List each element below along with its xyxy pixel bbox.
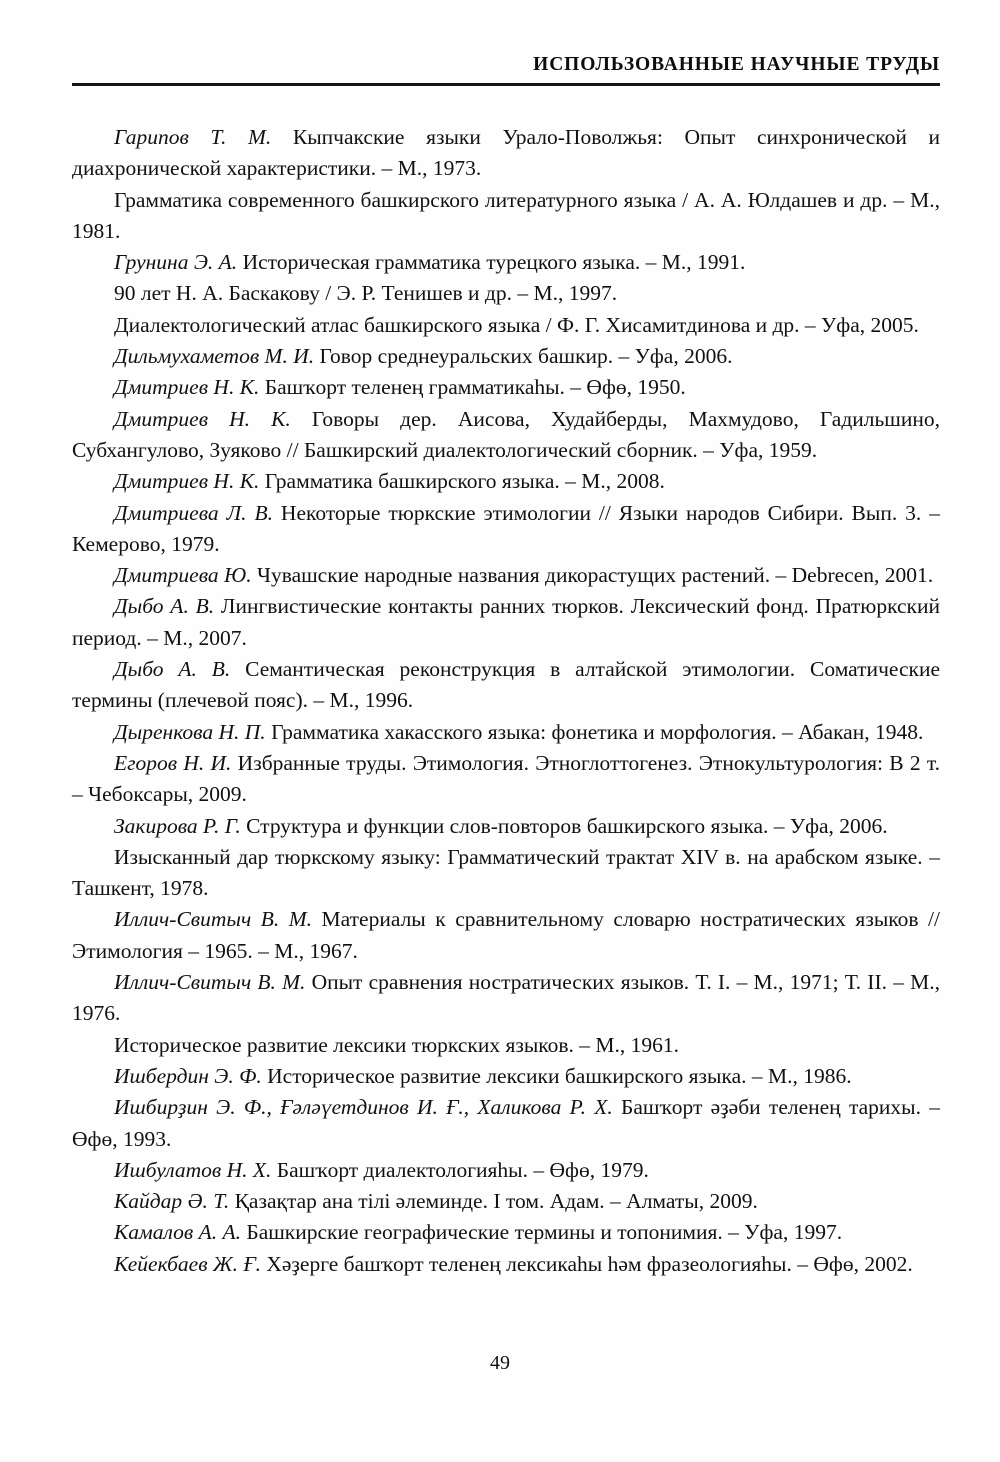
- bibliography-entry: [72, 591, 940, 654]
- entry-citation: Структура и функции слов-повторов башкирского языка. – Уфа, 2006.: [240, 813, 888, 838]
- entry-citation: Лингвистические контакты ранних тюрков. Лексический фонд. Пратюркский период. – М., 2007.: [72, 594, 940, 650]
- entry-author: Дмитриев Н. К.: [114, 469, 260, 494]
- entry-author: Иллич-Свитыч В. М.: [114, 907, 313, 932]
- entry-citation: Башҡорт әҙәби теленең тарихы. – Өфө, 1993.: [72, 1095, 940, 1151]
- bibliography-entry: [72, 904, 940, 967]
- entry-citation: Историческая грамматика турецкого языка. – М., 1991.: [237, 250, 746, 275]
- bibliography-entry: [72, 967, 940, 1030]
- entry-citation: Некоторые тюркские этимологии // Языки народов Сибири. Вып. 3. – Кемерово, 1979.: [72, 500, 940, 556]
- bibliography-entry: [72, 404, 940, 467]
- page-number: 49: [490, 1352, 510, 1374]
- entry-author: Дыренкова Н. П.: [114, 719, 266, 744]
- bibliography-entry: [72, 560, 940, 591]
- entry-author: Ишбулатов Н. Х.: [114, 1157, 272, 1182]
- entry-citation: Говор среднеуральских башкир. – Уфа, 2006.: [314, 344, 733, 369]
- running-head-title: ИСПОЛЬЗОВАННЫЕ НАУЧНЫЕ ТРУДЫ: [533, 54, 940, 75]
- entry-author: Ишбирҙин Э. Ф., Ғәләүетдинов И. Ғ., Халикова Р. Х.: [114, 1095, 613, 1120]
- entry-author: Егоров Н. И.: [114, 750, 232, 775]
- bibliography-entry: [72, 1092, 940, 1155]
- entry-author: Дыбо А. В.: [114, 594, 215, 619]
- entry-author: Закирова Р. Г.: [114, 813, 241, 838]
- entry-author: Грунина Э. А.: [114, 250, 238, 275]
- entry-citation: Грамматика современного башкирского литературного языка / А. А. Юлдашев и др. – М., 1981.: [72, 187, 940, 243]
- header-divider-rule: [72, 83, 940, 86]
- entry-citation: Диалектологический атлас башкирского языка / Ф. Г. Хисамитдинова и др. – Уфа, 2005.: [114, 312, 919, 337]
- entry-citation: Башҡорт теленең грамматикаһы. – Өфө, 1950.: [259, 375, 686, 400]
- bibliography-entry: [72, 1155, 940, 1186]
- bibliography-entry: [72, 498, 940, 561]
- entry-citation: Опыт сравнения ностратических языков. Т. I. – М., 1971; Т. II. – М., 1976.: [72, 970, 940, 1026]
- entry-author: Ишбердин Э. Ф.: [114, 1063, 262, 1088]
- entry-citation: Хәҙерге башҡорт теленең лексикаһы һәм фразеологияһы. – Өфө, 2002.: [260, 1251, 913, 1276]
- entry-citation: Кыпчакские языки Урало-Поволжья: Опыт синхронической и диахронической характеристики. – М., 1973.: [72, 125, 940, 181]
- entry-citation: Материалы к сравнительному словарю ностратических языков // Этимология – 1965. – М., 1967.: [72, 907, 940, 963]
- bibliography-entry: [72, 310, 940, 341]
- bibliography-entry: [72, 654, 940, 717]
- entry-author: Дмитриева Ю.: [114, 563, 252, 588]
- bibliography-entry: [72, 1030, 940, 1061]
- entry-citation: Қазақтар ана тілі әлеминде. I том. Адам. – Алматы, 2009.: [229, 1189, 758, 1214]
- entry-author: Дильмухаметов М. И.: [114, 344, 315, 369]
- bibliography-entry: [72, 748, 940, 811]
- bibliography-entry: [72, 122, 940, 185]
- entry-citation: Говоры дер. Аисова, Худайберды, Махмудово, Гадильшино, Субхангулово, Зуяково // Башкирский диалектологический сборник. – Уфа, 1959.: [72, 406, 941, 462]
- entry-citation: 90 лет Н. А. Баскакову / Э. Р. Тенишев и др. – М., 1997.: [114, 281, 618, 306]
- entry-author: Дмитриев Н. К.: [114, 406, 291, 431]
- entry-author: Кайдар Ә. Т.: [114, 1189, 230, 1214]
- entry-author: Дыбо А. В.: [114, 657, 231, 682]
- entry-citation: Грамматика башкирского языка. – М., 2008.: [259, 469, 665, 494]
- entry-citation: Чувашские народные названия дикорастущих растений. – Debrecen, 2001.: [251, 563, 934, 588]
- bibliography-entry: [72, 185, 940, 248]
- entry-author: Дмитриева Л. В.: [114, 500, 273, 525]
- bibliography-entry: [72, 1186, 940, 1217]
- bibliography-list: [72, 122, 940, 1280]
- entry-author: Иллич-Свитыч В. М.: [114, 970, 306, 995]
- bibliography-entry: [72, 1217, 940, 1248]
- page-header: [72, 54, 940, 86]
- entry-author: Дмитриев Н. К.: [114, 375, 260, 400]
- bibliography-entry: [72, 717, 940, 748]
- entry-author: Камалов А. А.: [114, 1220, 241, 1245]
- bibliography-entry: [72, 811, 940, 842]
- entry-citation: Изысканный дар тюркскому языку: Грамматический трактат XIV в. на арабском языке. – Ташкент, 1978.: [72, 844, 940, 901]
- entry-author: Кейекбаев Ж. Ғ.: [114, 1251, 261, 1276]
- bibliography-entry: [72, 1249, 940, 1280]
- entry-citation: Семантическая реконструкция в алтайской этимологии. Соматические термины (плечевой пояс). – М., 1996.: [72, 657, 940, 713]
- entry-citation: Историческое развитие лексики тюркских языков. – М., 1961.: [114, 1032, 680, 1057]
- bibliography-entry: [72, 247, 940, 278]
- entry-citation: Башкирские географические термины и топонимия. – Уфа, 1997.: [240, 1220, 843, 1245]
- bibliography-entry: [72, 1061, 940, 1092]
- entry-citation: Грамматика хакасского языка: фонетика и морфология. – Абакан, 1948.: [265, 719, 924, 744]
- bibliography-entry: [72, 842, 940, 905]
- entry-author: Гарипов Т. М.: [114, 125, 272, 149]
- bibliography-entry: [72, 466, 940, 497]
- entry-citation: Башҡорт диалектологияһы. – Өфө, 1979.: [271, 1157, 649, 1182]
- bibliography-entry: [72, 341, 940, 372]
- entry-citation: Историческое развитие лексики башкирского языка. – М., 1986.: [261, 1063, 852, 1088]
- entry-citation: Избранные труды. Этимология. Этноглоттогенез. Этнокультурология: В 2 т. – Чебоксары, 2009.: [72, 750, 940, 807]
- bibliography-entry: [72, 278, 940, 309]
- bibliography-entry: [72, 372, 940, 403]
